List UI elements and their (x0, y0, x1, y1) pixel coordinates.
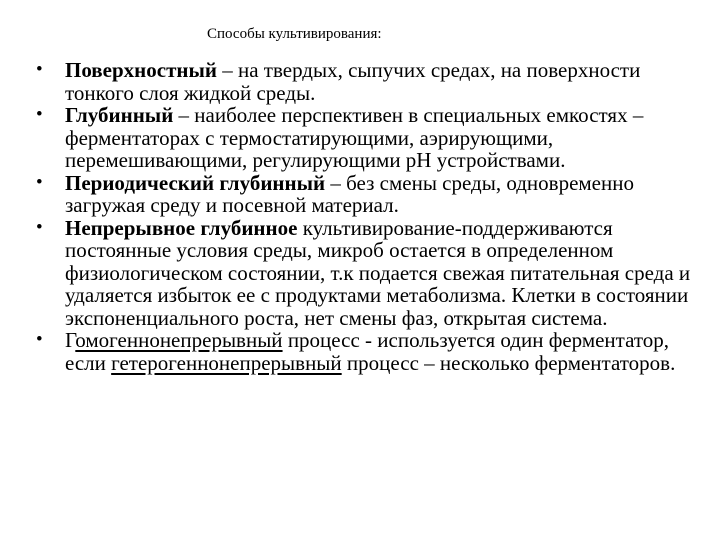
item-text: процесс – несколько ферментаторов. (341, 350, 676, 375)
bullet-icon: • (36, 104, 43, 125)
item-term: Непрерывное глубинное (65, 215, 298, 240)
list-item (36, 59, 696, 104)
list-item (36, 329, 696, 374)
slide-title: Способы культивирования: (207, 26, 382, 42)
item-text: – на твердых, сыпучих средах, на поверхности тонкого слоя жидкой среды. (65, 58, 641, 105)
bullet-icon: • (36, 59, 43, 80)
item-term: Глубинный (65, 103, 174, 127)
item-underlined-term: омогеннонепрерывный (75, 328, 283, 352)
list-item (36, 217, 696, 330)
list-item (36, 104, 696, 172)
bullet-icon: • (36, 216, 43, 238)
item-text: культивирование-поддерживаются постоянные условия среды, микроб остается в определенном физиологическом состоянии, т.к подается свежая питательная среда и удаляется избыток ее с продуктами метаболизма. Клетки в состоянии экспоненциального роста, нет смены фаз, открытая система. (65, 215, 691, 330)
item-first-letter: Г (65, 328, 76, 352)
bullet-icon: • (36, 171, 43, 193)
bullet-list (36, 59, 696, 374)
item-text: процесс - используется один ферментатор, если (65, 328, 670, 375)
item-underlined-term: гетерогеннонепрерывный (111, 350, 342, 375)
item-text: – наиболее перспективен в специальных емкостях – ферментаторах с термостатирующими, аэрирующими, перемешивающими, регулирующими рН устройствами. (65, 103, 644, 172)
item-term: Поверхностный (65, 58, 217, 82)
item-text: – без смены среды, одновременно загружая среду и посевной материал. (65, 170, 634, 217)
item-term: Периодический глубинный (65, 170, 326, 195)
bullet-icon: • (36, 329, 43, 350)
list-item (36, 172, 696, 217)
